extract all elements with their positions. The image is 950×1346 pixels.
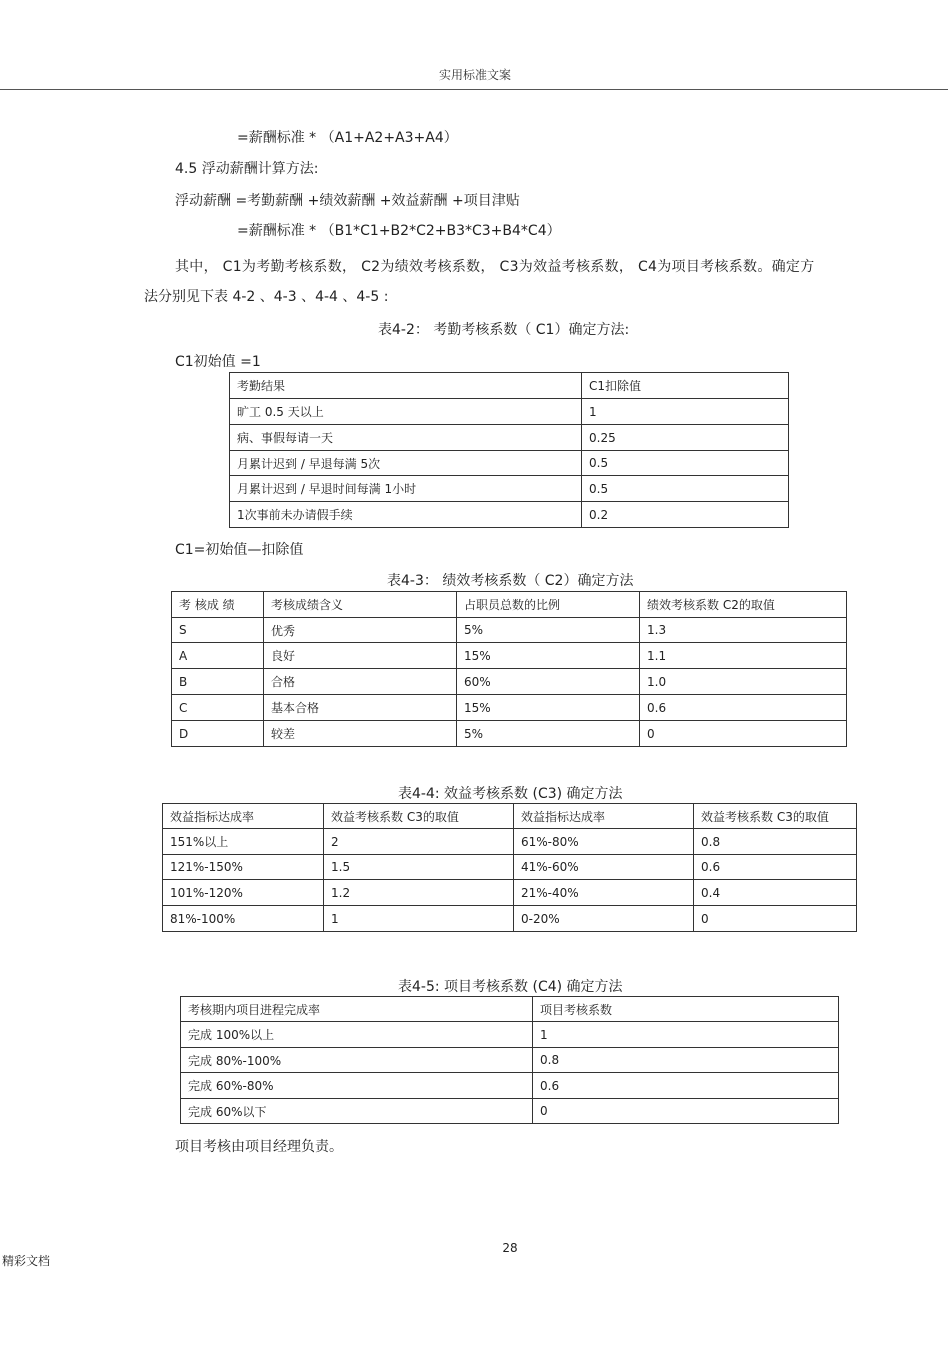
table-cell: 完成 80%-100% [181, 1048, 533, 1073]
table-row [163, 906, 857, 932]
table-header-cell: 效益考核系数 C3的取值 [694, 804, 857, 829]
header-divider [0, 89, 948, 90]
table-cell: 1.2 [324, 880, 514, 906]
table-row [172, 643, 847, 669]
table-header-cell: 考核成绩含义 [264, 592, 457, 618]
table-header-row [230, 373, 789, 399]
table-cell: 合格 [264, 669, 457, 695]
table-cell: 81%-100% [163, 906, 324, 932]
table-cell: 60% [457, 669, 640, 695]
table-cell: 15% [457, 695, 640, 721]
table-cell: 61%-80% [514, 829, 694, 855]
table-cell: A [172, 643, 264, 669]
table-cell: 优秀 [264, 618, 457, 643]
table-cell: 0.5 [582, 476, 789, 502]
table-cell: 完成 60%以下 [181, 1099, 533, 1124]
table-header-cell: 效益指标达成率 [163, 804, 324, 829]
table-cell: 2 [324, 829, 514, 855]
table-4-3 [171, 591, 847, 747]
table-cell: 1 [533, 1022, 839, 1048]
table-row [172, 669, 847, 695]
closing-sentence: 项目考核由项目经理负责。 [175, 1139, 343, 1155]
table-cell: S [172, 618, 264, 643]
table-cell: 41%-60% [514, 855, 694, 880]
table-cell: 完成 100%以上 [181, 1022, 533, 1048]
table-row [181, 1073, 839, 1099]
table-cell: 1次事前未办请假手续 [230, 502, 582, 528]
table-cell: 0 [694, 906, 857, 932]
c1-initial-value: C1初始值 =1 [175, 354, 261, 370]
table-4-5 [180, 996, 839, 1124]
table-4-3-caption: 表4-3： 绩效考核系数（ C2）确定方法 [387, 573, 634, 589]
table-header-cell: 效益考核系数 C3的取值 [324, 804, 514, 829]
table-cell: 月累计迟到 / 早退时间每满 1小时 [230, 476, 582, 502]
table-row [181, 1022, 839, 1048]
table-row [230, 425, 789, 451]
table-cell: 1.1 [640, 643, 847, 669]
table-row [230, 399, 789, 425]
table-header-cell: C1扣除值 [582, 373, 789, 399]
table-cell: 1.5 [324, 855, 514, 880]
page-header-title: 实用标准文案 [438, 68, 511, 82]
table-cell: D [172, 721, 264, 747]
table-cell: 0.6 [533, 1073, 839, 1099]
table-4-2-caption: 表4-2： 考勤考核系数（ C1）确定方法: [378, 322, 630, 338]
table-row [230, 502, 789, 528]
table-cell: 0.8 [694, 829, 857, 855]
table-header-cell: 考核期内项目进程完成率 [181, 997, 533, 1022]
table-cell: 良好 [264, 643, 457, 669]
table-row [163, 855, 857, 880]
table-cell: 1 [324, 906, 514, 932]
table-cell: 1 [582, 399, 789, 425]
formula-b: =薪酬标准 * （B1*C1+B2*C2+B3*C3+B4*C4） [237, 223, 561, 239]
table-row [230, 476, 789, 502]
table-4-5-caption: 表4-5: 项目考核系数 (C4) 确定方法 [398, 979, 623, 995]
table-cell: 1.3 [640, 618, 847, 643]
table-cell: 151%以上 [163, 829, 324, 855]
section-heading-4-5: 4.5 浮动薪酬计算方法: [175, 161, 319, 177]
table-header-cell: 项目考核系数 [533, 997, 839, 1022]
paragraph-line-1: 其中， C1为考勤考核系数， C2为绩效考核系数， C3为效益考核系数， C4为项目考核系数。确定方 [175, 259, 815, 275]
table-header-row [172, 592, 847, 618]
table-row [163, 829, 857, 855]
table-row [172, 618, 847, 643]
c1-formula: C1=初始值—扣除值 [175, 542, 304, 558]
footer-label: 精彩文档 [2, 1254, 51, 1268]
table-cell: 基本合格 [264, 695, 457, 721]
formula-float: 浮动薪酬 =考勤薪酬 +绩效薪酬 +效益薪酬 +项目津贴 [175, 193, 520, 209]
table-4-4 [162, 803, 857, 932]
table-header-cell: 考勤结果 [230, 373, 582, 399]
table-cell: 0.5 [582, 451, 789, 476]
table-cell: 5% [457, 618, 640, 643]
table-cell: B [172, 669, 264, 695]
table-header-row [163, 804, 857, 829]
table-cell: 0.25 [582, 425, 789, 451]
table-cell: 5% [457, 721, 640, 747]
table-row [163, 880, 857, 906]
table-4-4-caption: 表4-4: 效益考核系数 (C3) 确定方法 [398, 786, 623, 802]
table-cell: 0.4 [694, 880, 857, 906]
table-4-2 [229, 372, 789, 528]
table-cell: 0.2 [582, 502, 789, 528]
table-row [230, 451, 789, 476]
formula-a: =薪酬标准 * （A1+A2+A3+A4） [237, 130, 458, 146]
table-cell: 0 [640, 721, 847, 747]
table-cell: 病、事假每请一天 [230, 425, 582, 451]
table-header-cell: 占职员总数的比例 [457, 592, 640, 618]
table-cell: 15% [457, 643, 640, 669]
table-cell: 1.0 [640, 669, 847, 695]
table-cell: 完成 60%-80% [181, 1073, 533, 1099]
table-cell: 0-20% [514, 906, 694, 932]
table-cell: C [172, 695, 264, 721]
table-row [181, 1048, 839, 1073]
table-header-cell: 考 核成 绩 [172, 592, 264, 618]
table-row [181, 1099, 839, 1124]
page-number: 28 [502, 1241, 518, 1255]
table-header-cell: 效益指标达成率 [514, 804, 694, 829]
table-cell: 0.8 [533, 1048, 839, 1073]
table-header-cell: 绩效考核系数 C2的取值 [640, 592, 847, 618]
table-header-row [181, 997, 839, 1022]
table-cell: 较差 [264, 721, 457, 747]
table-cell: 0.6 [694, 855, 857, 880]
table-cell: 21%-40% [514, 880, 694, 906]
paragraph-line-2: 法分别见下表 4-2 、4-3 、4-4 、4-5 : [144, 289, 389, 305]
table-cell: 旷工 0.5 天以上 [230, 399, 582, 425]
table-cell: 月累计迟到 / 早退每满 5次 [230, 451, 582, 476]
table-cell: 101%-120% [163, 880, 324, 906]
table-row [172, 721, 847, 747]
table-cell: 121%-150% [163, 855, 324, 880]
table-row [172, 695, 847, 721]
table-cell: 0 [533, 1099, 839, 1124]
table-cell: 0.6 [640, 695, 847, 721]
